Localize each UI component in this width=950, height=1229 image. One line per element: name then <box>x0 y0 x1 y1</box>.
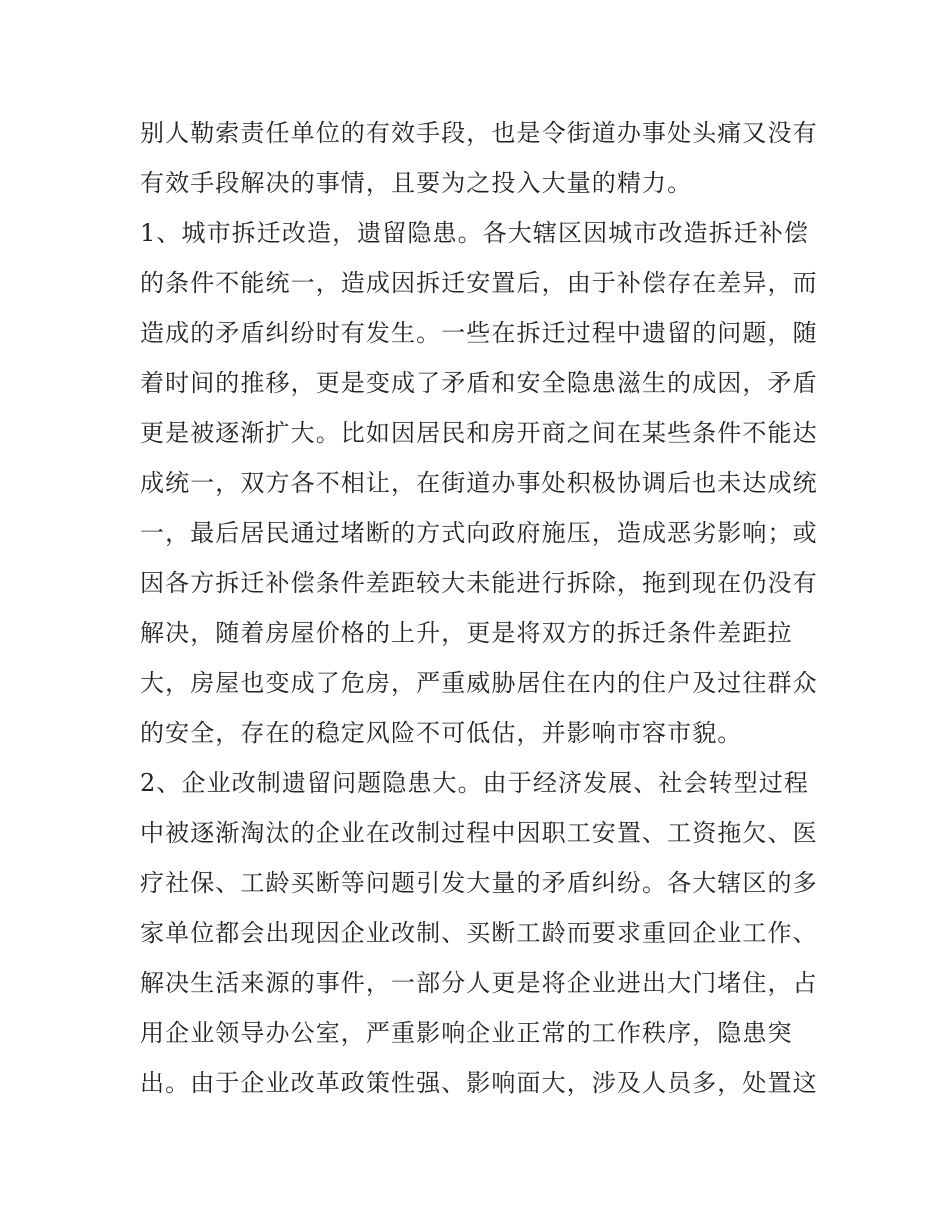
text-line: 出。由于企业改革政策性强、影响面大，涉及人员多，处置这 <box>140 1069 818 1097</box>
text-line: 有效手段解决的事情，且要为之投入大量的精力。 <box>140 169 693 197</box>
text-line: 的条件不能统一，造成因拆迁安置后，由于补偿存在差异，而 <box>140 269 818 297</box>
text-line: 2、企业改制遗留问题隐患大。由于经济发展、社会转型过程 <box>140 769 809 797</box>
text-line: 更是被逐渐扩大。比如因居民和房开商之间在某些条件不能达 <box>140 419 818 447</box>
text-line: 一，最后居民通过堵断的方式向政府施压，造成恶劣影响；或 <box>140 519 818 547</box>
text-line: 疗社保、工龄买断等问题引发大量的矛盾纠纷。各大辖区的多 <box>140 869 818 897</box>
text-line: 成统一，双方各不相让，在街道办事处积极协调后也未达成统 <box>140 469 818 497</box>
text-line: 解决，随着房屋价格的上升，更是将双方的拆迁条件差距拉 <box>140 619 793 647</box>
text-line: 的安全，存在的稳定风险不可低估，并影响市容市貌。 <box>140 719 743 747</box>
text-line: 别人勒索责任单位的有效手段，也是令街道办事处头痛又没有 <box>140 119 818 147</box>
text-line: 用企业领导办公室，严重影响企业正常的工作秩序，隐患突 <box>140 1019 793 1047</box>
text-line: 1、城市拆迁改造，遗留隐患。各大辖区因城市改造拆迁补偿 <box>140 219 809 247</box>
text-line: 造成的矛盾纠纷时有发生。一些在拆迁过程中遗留的问题，随 <box>140 319 818 347</box>
text-line: 大，房屋也变成了危房，严重威胁居住在内的住户及过往群众 <box>140 669 818 697</box>
text-line: 因各方拆迁补偿条件差距较大未能进行拆除，拖到现在仍没有 <box>140 569 818 597</box>
text-line: 解决生活来源的事件，一部分人更是将企业进出大门堵住，占 <box>140 969 818 997</box>
text-line: 着时间的推移，更是变成了矛盾和安全隐患滋生的成因，矛盾 <box>140 369 818 397</box>
text-line: 中被逐渐淘汰的企业在改制过程中因职工安置、工资拖欠、医 <box>140 819 818 847</box>
text-line: 家单位都会出现因企业改制、买断工龄而要求重回企业工作、 <box>140 919 818 947</box>
body-text <box>140 108 830 1108</box>
